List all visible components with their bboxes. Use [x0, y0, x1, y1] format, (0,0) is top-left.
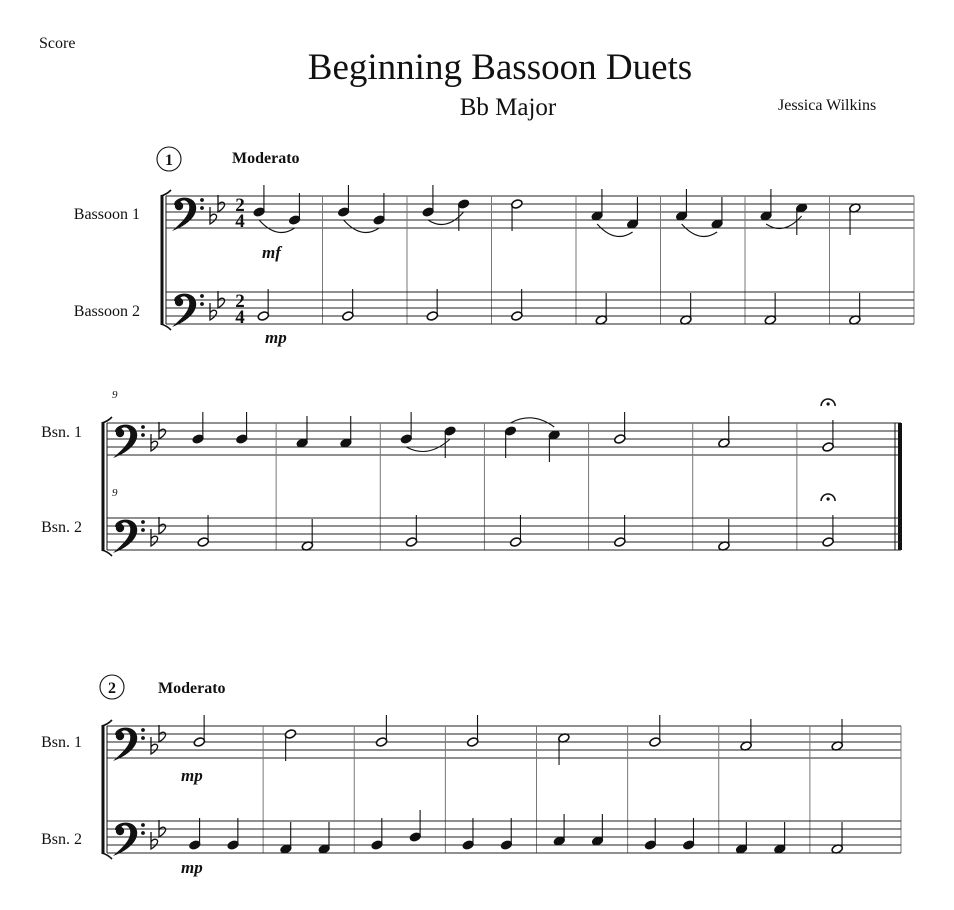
bass-clef-icon — [113, 728, 137, 761]
dynamic-marking: mf — [262, 243, 281, 262]
instrument-label: Bsn. 1 — [41, 424, 82, 441]
instrument-label: Bassoon 1 — [73, 206, 140, 223]
bass-clef-icon — [116, 524, 124, 532]
bass-clef-icon — [113, 823, 137, 856]
bass-clef-icon — [113, 520, 137, 553]
bass-clef-dot — [141, 528, 145, 532]
composer: Jessica Wilkins — [778, 97, 877, 114]
bass-clef-dot — [141, 736, 145, 740]
bass-clef-dot — [141, 728, 145, 732]
piece-number: 1 — [165, 152, 173, 169]
bass-clef-icon — [116, 429, 124, 437]
bass-clef-dot — [200, 198, 204, 202]
score-label: Score — [39, 35, 76, 52]
slur — [510, 418, 554, 427]
bracket-bottom-hook — [102, 550, 113, 556]
bass-clef-icon — [116, 732, 124, 740]
time-signature-numerator: 2 — [235, 291, 245, 312]
page-title: Beginning Bassoon Duets — [307, 47, 693, 88]
bass-clef-dot — [200, 294, 204, 298]
instrument-label: Bassoon 2 — [73, 303, 140, 320]
fermata-dot — [827, 497, 830, 500]
bass-clef-dot — [141, 520, 145, 524]
bass-clef-icon — [172, 294, 196, 327]
bass-clef-dot — [200, 302, 204, 306]
bracket-top-hook — [102, 417, 113, 423]
bass-clef-dot — [141, 425, 145, 429]
time-signature-denominator: 4 — [235, 307, 245, 328]
measure-number: 9 — [112, 389, 118, 401]
page-subtitle: Bb Major — [459, 94, 557, 121]
bass-clef-dot — [141, 433, 145, 437]
flat-icon — [151, 434, 158, 451]
tempo-marking: Moderato — [232, 150, 300, 167]
bass-clef-dot — [200, 206, 204, 210]
flat-icon — [151, 737, 158, 754]
fermata-dot — [827, 402, 830, 405]
bracket-bottom-hook — [102, 853, 113, 859]
bracket-top-hook — [161, 190, 172, 196]
dynamic-marking: mp — [181, 858, 203, 877]
bass-clef-dot — [141, 831, 145, 835]
piece-number: 2 — [108, 680, 116, 697]
bass-clef-icon — [175, 202, 183, 210]
dynamic-marking: mp — [265, 328, 287, 347]
bracket-top-hook — [102, 720, 113, 726]
flat-icon — [151, 832, 158, 849]
slur — [406, 439, 450, 452]
bracket-bottom-hook — [161, 324, 172, 330]
bass-clef-icon — [113, 425, 137, 458]
bass-clef-icon — [116, 827, 124, 835]
instrument-label: Bsn. 2 — [41, 831, 82, 848]
flat-icon — [210, 207, 217, 224]
tempo-marking: Moderato — [158, 680, 226, 697]
time-signature-numerator: 2 — [235, 195, 245, 216]
dynamic-marking: mp — [181, 766, 203, 785]
bass-clef-dot — [141, 823, 145, 827]
bass-clef-icon — [175, 298, 183, 306]
time-signature-denominator: 4 — [235, 211, 245, 232]
flat-icon — [151, 529, 158, 546]
instrument-label: Bsn. 2 — [41, 519, 82, 536]
bass-clef-icon — [172, 198, 196, 231]
flat-icon — [210, 303, 217, 320]
measure-number: 9 — [112, 487, 118, 499]
instrument-label: Bsn. 1 — [41, 734, 82, 751]
